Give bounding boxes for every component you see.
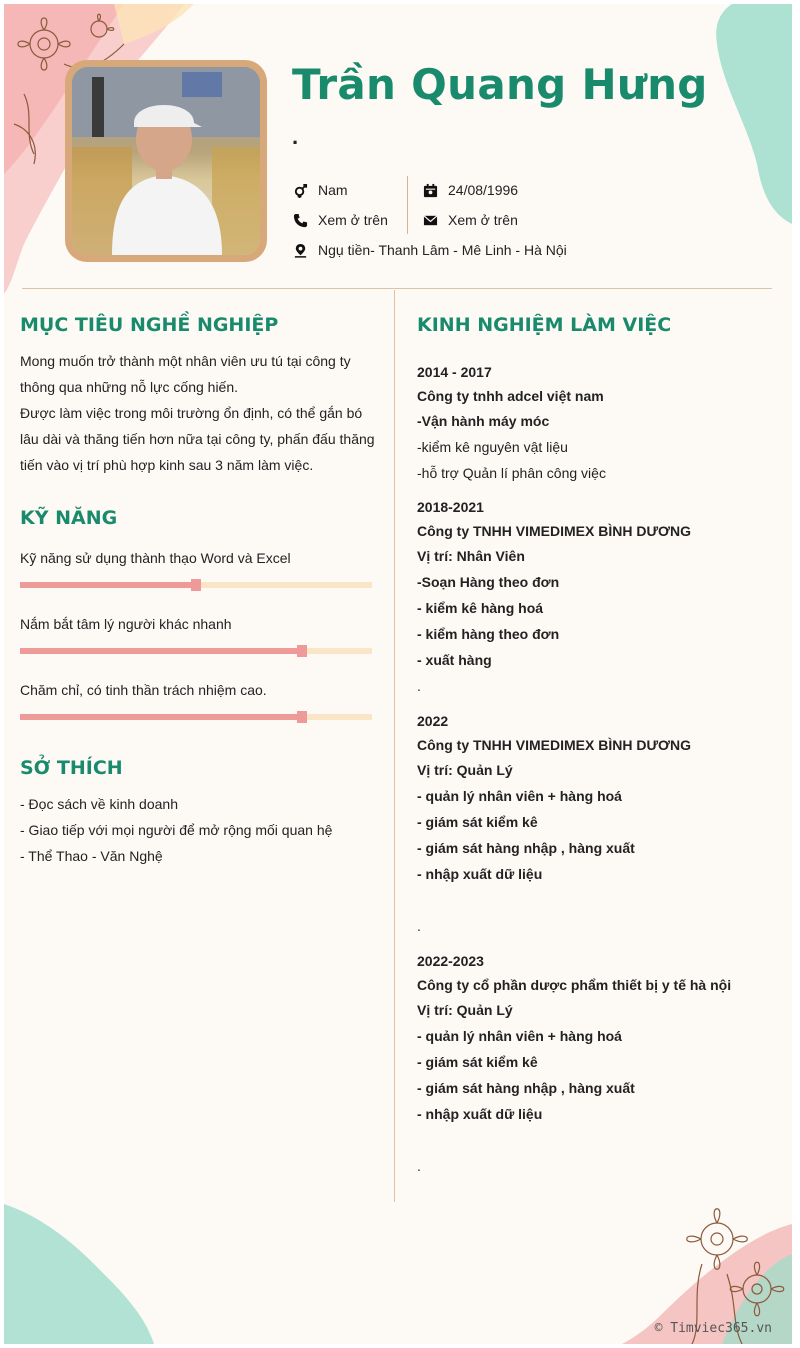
birthday-row xyxy=(422,182,518,198)
skills-title: KỸ NĂNG xyxy=(20,507,118,529)
skill-bar-fill xyxy=(20,714,302,720)
skill-label: Chăm chỉ, có tinh thần trách nhiệm cao. xyxy=(20,682,267,698)
experience-line: -hỗ trợ Quản lí phân công việc xyxy=(417,465,606,481)
experience-line: -kiểm kê nguyên vật liệu xyxy=(417,439,568,455)
experience-line: -Soạn Hàng theo đơn xyxy=(417,574,560,590)
experience-line: - giám sát kiểm kê xyxy=(417,1054,538,1070)
experience-line: 2014 - 2017 xyxy=(417,364,492,380)
experience-line: Công ty TNHH VIMEDIMEX BÌNH DƯƠNG xyxy=(417,523,691,539)
experience-line: . xyxy=(417,678,421,694)
experience-line: - xuất hàng xyxy=(417,652,492,668)
gender-value: Nam xyxy=(318,182,348,198)
experience-line: Vị trí: Nhân Viên xyxy=(417,548,525,564)
objective-line: Mong muốn trở thành một nhân viên ưu tú tại công ty xyxy=(20,353,351,369)
skill-label: Kỹ năng sử dụng thành thạo Word và Excel xyxy=(20,550,291,566)
objective-text xyxy=(20,348,377,478)
header-divider xyxy=(22,288,772,289)
objective-line: tiến vào vị trí phù hợp kinh sau 3 năm làm việc. xyxy=(20,457,314,473)
experience-line: - nhập xuất dữ liệu xyxy=(417,1106,543,1122)
experience-line: - kiểm hàng theo đơn xyxy=(417,626,560,642)
objective-line: lâu dài và thăng tiến hơn nữa tại công ty, phấn đấu thăng xyxy=(20,431,375,447)
email-row xyxy=(422,212,518,228)
experience-line: - giám sát kiểm kê xyxy=(417,814,538,830)
address-row xyxy=(292,242,567,258)
objective-line: thông qua những nỗ lực cống hiến. xyxy=(20,379,239,395)
experience-line: 2022-2023 xyxy=(417,953,484,969)
location-icon xyxy=(292,242,308,258)
profile-photo xyxy=(72,67,260,255)
experience-line: - giám sát hàng nhập , hàng xuất xyxy=(417,1080,635,1096)
skill-bar-knob xyxy=(297,645,307,657)
column-divider xyxy=(394,290,395,1202)
experience-line: - giám sát hàng nhập , hàng xuất xyxy=(417,840,635,856)
phone-row xyxy=(292,212,388,228)
calendar-icon xyxy=(422,182,438,198)
experience-line: - quản lý nhân viên + hàng hoá xyxy=(417,788,622,804)
profile-photo-frame xyxy=(65,60,267,262)
experience-line: Vị trí: Quản Lý xyxy=(417,1002,513,1018)
experience-line: Công ty TNHH VIMEDIMEX BÌNH DƯƠNG xyxy=(417,737,691,753)
skill-bar-fill xyxy=(20,582,196,588)
hobby-item: - Thể Thao - Văn Nghệ xyxy=(20,848,163,864)
phone-icon xyxy=(292,212,308,228)
birthday-value: 24/08/1996 xyxy=(448,182,519,198)
gender-row xyxy=(292,182,348,198)
hobby-item: - Giao tiếp với mọi người để mở rộng mối quan hệ xyxy=(20,822,333,838)
envelope-icon xyxy=(422,212,438,228)
objective-title: MỤC TIÊU NGHỀ NGHIỆP xyxy=(20,314,279,336)
info-divider xyxy=(407,176,408,234)
skill-bar-knob xyxy=(191,579,201,591)
candidate-name: Trần Quang Hưng xyxy=(292,60,708,109)
experience-line: - nhập xuất dữ liệu xyxy=(417,866,543,882)
skill-bar xyxy=(20,714,372,720)
experience-line: -Vận hành máy móc xyxy=(417,413,550,429)
experience-line: 2018-2021 xyxy=(417,499,484,515)
hobby-item: - Đọc sách về kinh doanh xyxy=(20,796,178,812)
experience-line: . xyxy=(417,918,421,934)
skill-bar-fill xyxy=(20,648,302,654)
candidate-subtitle: . xyxy=(292,124,299,149)
gender-icon xyxy=(292,182,308,198)
skill-bar xyxy=(20,648,372,654)
address-value: Ngụ tiền- Thanh Lâm - Mê Linh - Hà Nội xyxy=(318,242,567,258)
person-silhouette-icon xyxy=(72,67,260,255)
watercolor-decoration-bottom-left xyxy=(4,1194,164,1344)
experience-line: Vị trí: Quản Lý xyxy=(417,762,513,778)
phone-value: Xem ở trên xyxy=(318,212,388,228)
experience-line: Công ty cổ phần dược phẩm thiết bị y tế hà nội xyxy=(417,977,732,993)
experience-line: - kiểm kê hàng hoá xyxy=(417,600,544,616)
hobbies-title: SỞ THÍCH xyxy=(20,757,123,779)
email-value: Xem ở trên xyxy=(448,212,518,228)
objective-line: Được làm việc trong môi trường ổn định, có thể gắn bó xyxy=(20,405,363,421)
experience-line: Công ty tnhh adcel việt nam xyxy=(417,388,604,404)
skill-bar-knob xyxy=(297,711,307,723)
cv-page xyxy=(4,4,792,1344)
experience-title: KINH NGHIỆM LÀM VIỆC xyxy=(417,314,672,336)
watercolor-decoration-top-right xyxy=(702,4,792,234)
copyright-text: © Timviec365.vn xyxy=(654,1321,772,1336)
experience-line: 2022 xyxy=(417,713,449,729)
skill-bar xyxy=(20,582,372,588)
experience-line: . xyxy=(417,1158,421,1174)
skill-label: Nắm bắt tâm lý người khác nhanh xyxy=(20,616,232,632)
experience-line: - quản lý nhân viên + hàng hoá xyxy=(417,1028,622,1044)
